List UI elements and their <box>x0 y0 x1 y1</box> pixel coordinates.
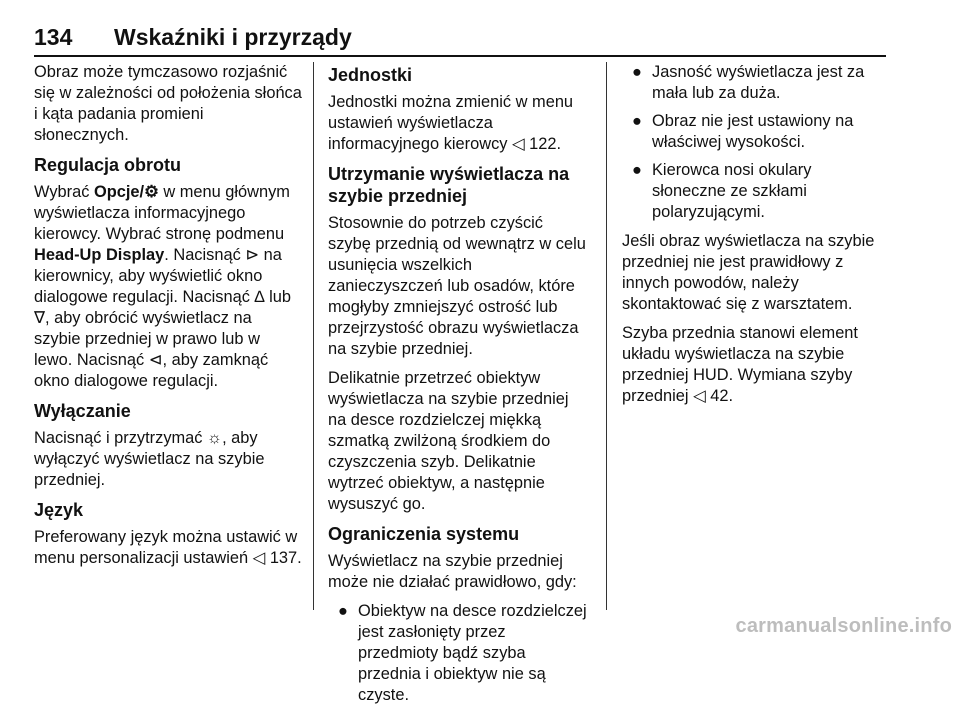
text-run: Wybrać <box>34 183 94 201</box>
text-run: . Nacisnąć ⊳ na kierownicy, aby wyświetlić okno dialogowe regulacji. Nacisnąć ∆ lub ∇, aby obrócić wyświetlacz na szybie przedniej w prawo lub w lewo. Nacisnąć ⊲, aby zamknąć okno dialogowe regulacji. <box>34 246 291 390</box>
page-header <box>34 24 886 54</box>
limitations-list-continued <box>622 62 888 223</box>
heading-maintenance: Utrzymanie wyświetlacza na szybie przedniej <box>328 164 570 206</box>
units-paragraph: Jednostki można zmienić w menu ustawień wyświetlacza informacyjnego kierowcy ◁ 122. <box>328 93 574 153</box>
header-rule <box>34 55 886 57</box>
maintenance-paragraph-2: Delikatnie przetrzeć obiektyw wyświetlacza na szybie przedniej na desce rozdzielczej miękką szmatką zwilżoną środkiem do czyszczenia szyb. Delikatnie wytrzeć obiektyw, a następnie wysuszyć go. <box>328 369 569 513</box>
heading-limitations: Ograniczenia systemu <box>328 524 520 544</box>
list-item-text: Jasność wyświetlacza jest za mała lub za duża. <box>652 63 865 102</box>
bullet-icon: ● <box>338 602 348 620</box>
column-divider <box>313 62 314 610</box>
maintenance-paragraph-1: Stosownie do potrzeb czyścić szybę przednią od wewnątrz w celu usunięcia wszelkich zanieczyszczeń lub osadów, które mogłyby zmniejszyć ostrość lub przejrzystość obrazu wyświetlacza na szybie przedniej. <box>328 214 586 358</box>
list-item <box>622 160 888 223</box>
bullet-icon: ● <box>632 63 642 81</box>
workshop-paragraph: Jeśli obraz wyświetlacza na szybie przedniej nie jest prawidłowy z innych powodów, należy skontaktować się z warsztatem. <box>622 232 875 313</box>
list-item <box>622 111 888 153</box>
language-paragraph: Preferowany język można ustawić w menu personalizacji ustawień ◁ 137. <box>34 528 302 567</box>
windshield-paragraph: Szyba przednia stanowi element układu wyświetlacza na szybie przedniej HUD. Wymiana szyby przedniej ◁ 42. <box>622 324 858 405</box>
column-middle <box>328 62 590 714</box>
list-item-text: Obiektyw na desce rozdzielczej jest zasłonięty przez przedmioty bądź szyba przednia i obiektyw nie są czyste. <box>358 602 587 704</box>
heading-language: Język <box>34 500 84 520</box>
watermark: carmanualsonline.info <box>735 615 952 637</box>
list-item-text: Obraz nie jest ustawiony na właściwej wysokości. <box>652 112 854 151</box>
page-title: Wskaźniki i przyrządy <box>114 24 352 50</box>
limitations-intro: Wyświetlacz na szybie przedniej może nie działać prawidłowo, gdy: <box>328 552 577 591</box>
list-item <box>328 601 590 706</box>
page-number: 134 <box>34 24 73 50</box>
limitations-list <box>328 601 590 706</box>
rotation-paragraph <box>34 182 302 392</box>
menu-term-hud: Head-Up Display <box>34 246 165 264</box>
heading-off: Wyłączanie <box>34 401 131 421</box>
list-item <box>622 62 888 104</box>
column-left <box>34 62 302 577</box>
bullet-icon: ● <box>632 112 642 130</box>
menu-term-options: Opcje/⚙ <box>93 183 159 201</box>
off-paragraph: Nacisnąć i przytrzymać ☼, aby wyłączyć wyświetlacz na szybie przedniej. <box>34 429 265 489</box>
list-item-text: Kierowca nosi okulary słoneczne ze szkłami polaryzującymi. <box>652 161 812 221</box>
heading-units: Jednostki <box>328 65 413 85</box>
bullet-icon: ● <box>632 161 642 179</box>
text-run: w menu głównym wyświetlacza informacyjnego kierowcy. Wybrać stronę podmenu <box>34 183 290 243</box>
intro-paragraph: Obraz może tymczasowo rozjaśnić się w zależności od położenia słońca i kąta padania promieni słonecznych. <box>34 63 302 144</box>
column-right <box>622 62 888 415</box>
heading-rotation: Regulacja obrotu <box>34 155 182 175</box>
column-divider <box>606 62 607 610</box>
